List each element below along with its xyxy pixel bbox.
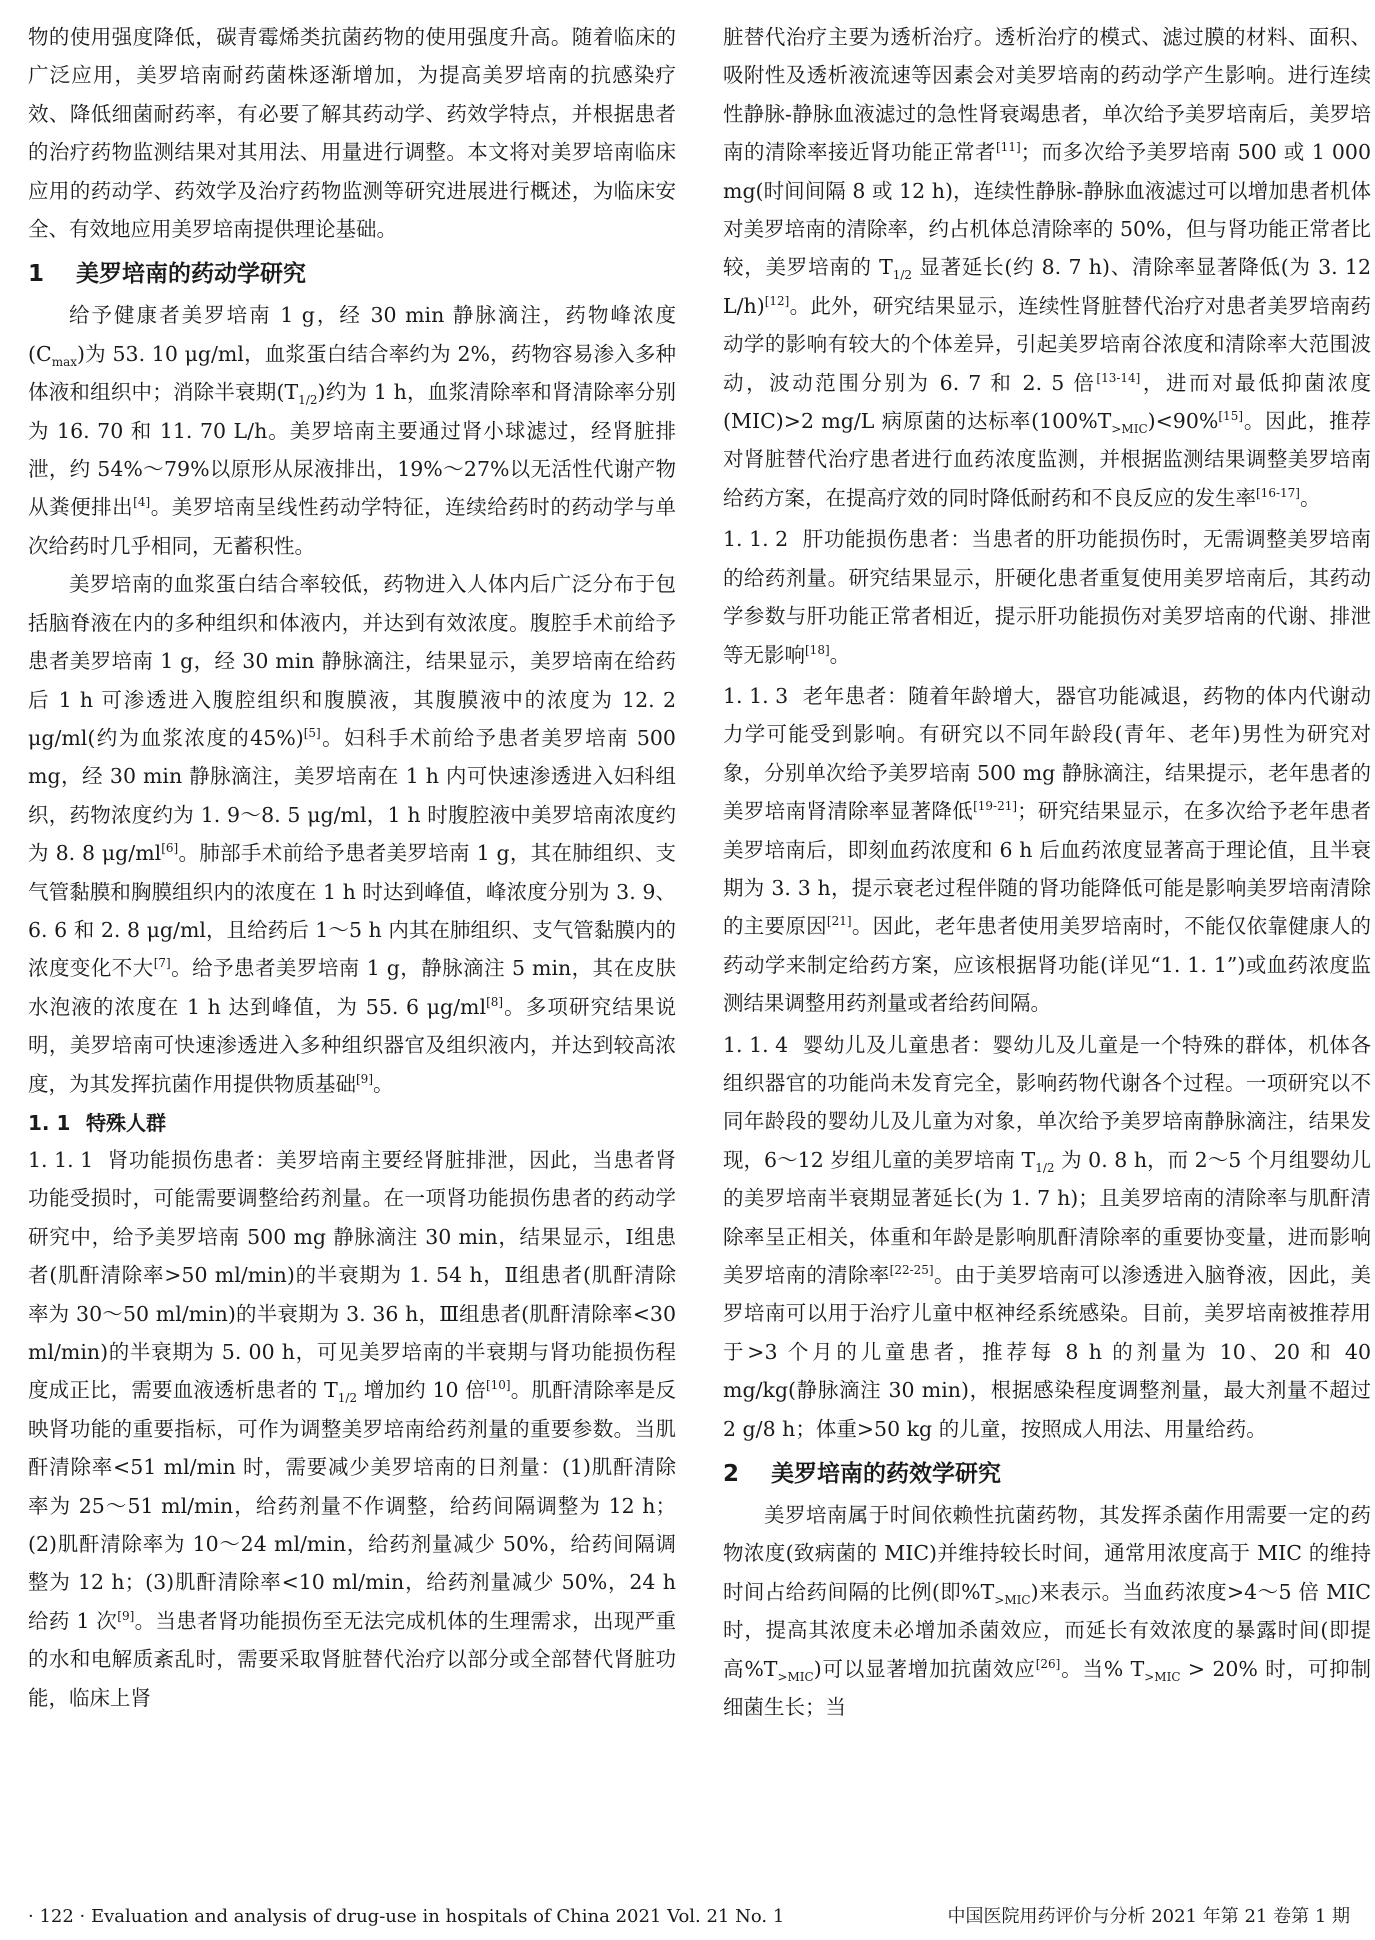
- text-run: ，进而对最低抑菌浓度(MIC)>2 mg/L 病原菌的达标率(100%T: [723, 370, 1371, 434]
- text-run: )约为 1 h，血浆清除率和肾清除率分别为 16. 70 和 11. 70 L/h。美罗培南主要通过肾小球滤过，经肾脏排泄，约 54%～79%以原形从尿液排出，19%～27%以无活性代谢产物从粪便排出: [28, 380, 677, 520]
- subsubsection-number: 1. 1. 1: [28, 1147, 94, 1172]
- text-run: 。当% T: [1060, 1656, 1145, 1681]
- elderly-patients-paragraph: [723, 677, 1371, 1023]
- text-run: ；而多次给予美罗培南 500 或 1 000 mg(时间间隔 8 或 12 h)，连续性静脉-静脉血液滤过可以增加患者机体对美罗培南的清除率，约占机体总清除率的 50%，但与肾功能正常者比较，美罗培南的 T: [723, 140, 1371, 280]
- text-run: 。由于美罗培南可以渗透进入脑脊液，因此，美罗培南可以用于治疗儿童中枢神经系统感染。目前，美罗培南被推荐用于>3 个月的儿童患者，推荐每 8 h 的剂量为 10、20 和 40 mg/kg(静脉滴注 30 min)，根据感染程度调整剂量，最大剂量不超过 2 g/8 h；体重>50 kg 的儿童，按照成人用法、用量给药。: [723, 1263, 1372, 1441]
- text-run: 。因此，推荐对肾脏替代治疗患者进行血药浓度监测，并根据监测结果调整美罗培南给药方案，在提高疗效的同时降低耐药和不良反应的发生率: [723, 409, 1371, 510]
- citation: [6]: [161, 841, 179, 856]
- pediatric-patients-paragraph: [723, 1026, 1371, 1448]
- text-run: ；研究结果显示，在多次给予老年患者美罗培南后，即刻血药浓度和 6 h 后血药浓度显著高于理论值，且半衰期为 3. 3 h，提示衰老过程伴随的肾功能降低可能是影响美罗培南清除的主要原因: [723, 799, 1372, 939]
- text-run: 。: [373, 1071, 394, 1096]
- subscript: >MIC: [994, 1592, 1031, 1607]
- text-run: 。肺部手术前给予患者美罗培南 1 g，其在肺组织、支气管黏膜和胸膜组织内的浓度在 1 h 时达到峰值，峰浓度分别为 3. 9、6. 6 和 2. 8 μg/ml，且给药后 1～5 h 内其在肺组织、支气管黏膜内的浓度变化不大: [28, 841, 676, 981]
- text-run: 增加约 10 倍: [357, 1378, 486, 1403]
- text-run: 。美罗培南呈线性药动学特征，连续给药时的药动学与单次给药时几乎相同，无蓄积性。: [28, 495, 677, 558]
- hepatic-impairment-paragraph: [723, 520, 1371, 674]
- citation: [5]: [303, 726, 321, 741]
- text-run: )来表示。当血药浓度>4～5 倍 MIC 时，提高其浓度未必增加杀菌效应，而延长有效浓度的暴露时间(即提高%T: [723, 1579, 1371, 1681]
- text-run: 美罗培南的血浆蛋白结合率较低，药物进入人体内后广泛分布于包括脑脊液在内的多种组织和体液内，并达到有效浓度。腹腔手术前给予患者美罗培南 1 g，经 30 min 静脉滴注，结果显示，美罗培南在给药后 1 h 可渗透进入腹腔组织和腹膜液，其腹膜液中的浓度为 12. 2 μg/ml(约为血浆浓度的45%): [28, 572, 676, 750]
- subsubsection-number: 1. 1. 4: [723, 1032, 789, 1057]
- citation: [12]: [764, 294, 790, 309]
- footer-journal-english: · 122 · Evaluation and analysis of drug-use in hospitals of China 2021 Vol. 21 No. 1: [28, 1906, 785, 1927]
- subscript: 1/2: [337, 1391, 358, 1406]
- text-run: 。: [1299, 485, 1321, 510]
- renal-impairment-paragraph: [28, 1141, 676, 1717]
- text-run: 为 0. 8 h，而 2～5 个月组婴幼儿的美罗培南半衰期显著延长(为 1. 7 h)；且美罗培南的清除率与肌酐清除率呈正相关，体重和年龄是影响肌酐清除率的重要协变量，进而影响美罗培南的清除率: [723, 1147, 1371, 1287]
- text-run: 。多项研究结果说明，美罗培南可快速渗透进入多种组织器官及组织液内，并达到较高浓度，为其发挥抗菌作用提供物质基础: [28, 994, 676, 1096]
- citation: [15]: [1218, 409, 1244, 424]
- renal-replacement-paragraph: [723, 18, 1371, 517]
- citation: [7]: [153, 956, 171, 971]
- section-2-heading: [723, 1456, 1371, 1492]
- text-run: > 20% 时，可抑制细菌生长；当: [723, 1656, 1371, 1720]
- citation: [22-25]: [889, 1263, 934, 1278]
- subscript: >MIC: [777, 1669, 814, 1684]
- text-run: 显著延长(约 8. 7 h)、清除率显著降低(为 3. 12 L/h): [723, 255, 1371, 318]
- subscript: 1/2: [892, 268, 913, 283]
- subsection-number: 1. 1: [28, 1110, 71, 1135]
- section-1-heading: [28, 256, 676, 292]
- section-title: 美罗培南的药效学研究: [771, 1461, 1001, 1488]
- text-run: 肾功能损伤患者：美罗培南主要经肾脏排泄，因此，当患者肾功能受损时，可能需要调整给药剂量。在一项肾功能损伤患者的药动学研究中，给予美罗培南 500 mg 静脉滴注 30 min，结果显示，Ⅰ组患者(肌酐清除率>50 ml/min)的半衰期为 1. 54 h，Ⅱ组患者(肌酐清除率为 30～50 ml/min)的半衰期为 3. 36 h，Ⅲ组患者(肌酐清除率<30 ml/min)的半衰期为 5. 00 h，可见美罗培南的半衰期与肾功能损伤程度成正比，需要血液透析患者的 T: [28, 1147, 676, 1403]
- citation: [21]: [826, 914, 852, 929]
- subsubsection-number: 1. 1. 2: [723, 527, 789, 552]
- left-column: [28, 18, 676, 1717]
- pharmacodynamics-paragraph: [723, 1496, 1371, 1726]
- footer-journal-chinese: 中国医院用药评价与分析 2021 年第 21 卷第 1 期: [947, 1906, 1350, 1927]
- citation: [19-21]: [973, 799, 1018, 814]
- citation: [13-14]: [1096, 370, 1141, 385]
- subscript: >MIC: [1111, 422, 1148, 437]
- subsection-title: 特殊人群: [86, 1110, 166, 1135]
- text-run: 给予健康者美罗培南 1 g，经 30 min 静脉滴注，药物峰浓度(C: [28, 303, 676, 366]
- text-run: 。给予患者美罗培南 1 g，静脉滴注 5 min，其在皮肤水泡液的浓度在 1 h 达到峰值，为 55. 6 μg/ml: [28, 956, 676, 1019]
- right-column: [723, 18, 1371, 1726]
- pk-healthy-paragraph: [28, 296, 676, 565]
- citation: [18]: [805, 642, 830, 657]
- text-run: 肝功能损伤患者：当患者的肝功能损伤时，无需调整美罗培南的给药剂量。研究结果显示，肝硬化患者重复使用美罗培南后，其药动学参数与肝功能正常者相近，提示肝功能损伤对美罗培南的代谢、排泄等无影响: [723, 527, 1371, 667]
- text-run: 美罗培南属于时间依赖性抗菌药物，其发挥杀菌作用需要一定的药物浓度(致病菌的 MIC)并维持较长时间，通常用浓度高于 MIC 的维持时间占给药间隔的比例(即%T: [723, 1503, 1371, 1604]
- citation: [10]: [485, 1378, 511, 1393]
- subscript: max: [51, 354, 77, 369]
- citation: [9]: [117, 1609, 135, 1624]
- text-run: 。妇科手术前给予患者美罗培南 500 mg，经 30 min 静脉滴注，美罗培南在 1 h 内可快速渗透进入妇科组织，药物浓度约为 1. 9～8. 5 μg/ml，1 h 时腹腔液中美罗培南浓度约为 8. 8 μg/ml: [28, 725, 676, 866]
- text-run: )<90%: [1147, 409, 1219, 434]
- text-run: 。此外，研究结果显示，连续性肾脏替代治疗对患者美罗培南药动学的影响有较大的个体差异，引起美罗培南谷浓度和清除率大范围波动，波动范围分别为 6. 7 和 2. 5 倍: [723, 293, 1371, 395]
- subsection-1-1-heading: [28, 1105, 676, 1141]
- tissue-distribution-paragraph: [28, 565, 676, 1103]
- text-run: )可以显著增加抗菌效应: [813, 1656, 1036, 1681]
- text-run: )为 53. 10 μg/ml，血浆蛋白结合率约为 2%，药物容易渗入多种体液和组织中；消除半衰期(T: [28, 341, 676, 405]
- text-run: 。肌酐清除率是反映肾功能的重要指标，可作为调整美罗培南给药剂量的重要参数。当肌酐清除率<51 ml/min 时，需要减少美罗培南的日剂量：(1)肌酐清除率为 25～51 ml/min，给药剂量不作调整，给药间隔调整为 12 h；(2)肌酐清除率为 10～24 ml/min，给药剂量减少 50%，给药间隔调整为 12 h；(3)肌酐清除率<10 ml/min，给药剂量减少 50%，24 h 给药 1 次: [28, 1378, 676, 1633]
- text-run: 。因此，老年患者使用美罗培南时，不能仅依靠健康人的药动学来制定给药方案，应该根据肾功能(详见“1. 1. 1”)或血药浓度监测结果调整用药剂量或者给药间隔。: [723, 914, 1372, 1016]
- text-run: 。: [829, 642, 851, 667]
- subscript: 1/2: [298, 393, 318, 408]
- subsubsection-number: 1. 1. 3: [723, 683, 789, 708]
- subscript: >MIC: [1144, 1669, 1181, 1684]
- citation: [16-17]: [1256, 486, 1300, 501]
- citation: [11]: [996, 140, 1021, 155]
- text-run: 脏替代治疗主要为透析治疗。透析治疗的模式、滤过膜的材料、面积、吸附性及透析液流速等因素会对美罗培南的药动学产生影响。进行连续性静脉-静脉血液滤过的急性肾衰竭患者，单次给予美罗培南后，美罗培南的清除率接近肾功能正常者: [723, 25, 1371, 165]
- text-run: 老年患者：随着年龄增大，器官功能减退，药物的体内代谢动力学可能受到影响。有研究以不同年龄段(青年、老年)男性为研究对象，分别单次给予美罗培南 500 mg 静脉滴注，结果提示，老年患者的美罗培南肾清除率显著降低: [723, 683, 1371, 824]
- citation: [26]: [1035, 1656, 1061, 1671]
- subscript: 1/2: [1035, 1160, 1055, 1175]
- citation: [9]: [356, 1071, 373, 1086]
- section-number: 2: [723, 1461, 740, 1488]
- text-run: 婴幼儿及儿童患者：婴幼儿及儿童是一个特殊的群体，机体各组织器官的功能尚未发育完全，影响药物代谢各个过程。一项研究以不同年龄段的婴幼儿及儿童为对象，单次给予美罗培南静脉滴注，结果发现，6～12 岁组儿童的美罗培南 T: [723, 1032, 1371, 1172]
- intro-paragraph-end: 物的使用强度降低，碳青霉烯类抗菌药物的使用强度升高。随着临床的广泛应用，美罗培南耐药菌株逐渐增加，为提高美罗培南的抗感染疗效、降低细菌耐药率，有必要了解其药动学、药效学特点，并根据患者的治疗药物监测结果对其用法、用量进行调整。本文将对美罗培南临床应用的药动学、药效学及治疗药物监测等研究进展进行概述，为临床安全、有效地应用美罗培南提供理论基础。: [28, 25, 676, 242]
- section-number: 1: [28, 261, 45, 288]
- citation: [8]: [486, 994, 504, 1009]
- article-page: [28, 18, 1372, 1863]
- text-run: 。当患者肾功能损伤至无法完成机体的生理需求，出现严重的水和电解质紊乱时，需要采取肾脏替代治疗以部分或全部替代肾脏功能，临床上肾: [28, 1608, 677, 1710]
- section-title: 美罗培南的药动学研究: [76, 261, 306, 288]
- citation: [4]: [133, 495, 151, 510]
